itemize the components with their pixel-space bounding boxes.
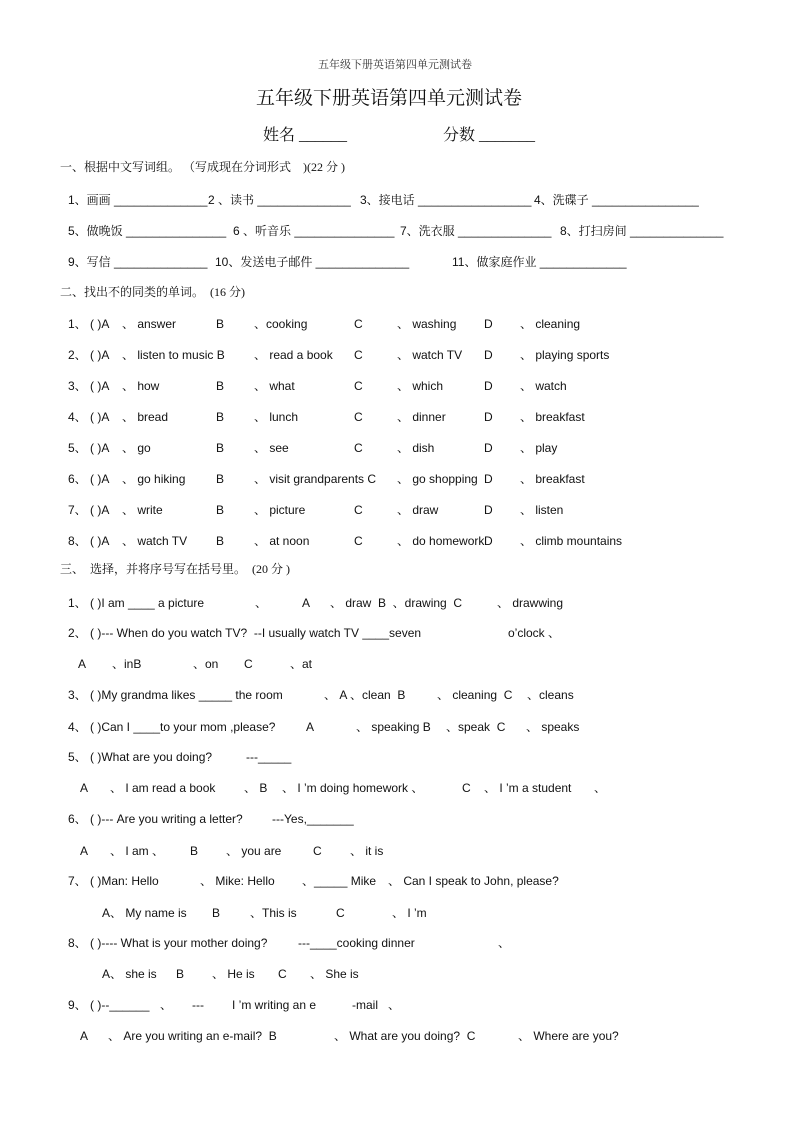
q2-stem-end: o’clock 、 (508, 626, 561, 640)
s2-row4-opt-d-text: 、 breakfast (520, 410, 585, 424)
s2-row1-opt-c: C (354, 317, 363, 331)
q6-opt-b: B (190, 844, 199, 858)
s2-row7-num: 7、 ( )A (68, 503, 110, 517)
q7-mike-hello: 、 Mike: Hello (200, 874, 275, 888)
q7-stem-end: 、 Can I speak to John, please? (388, 874, 559, 888)
q1-opt-a: A (302, 596, 311, 610)
q6-answer-blank: ---Yes,_______ (272, 812, 354, 826)
s2-row7-opt-b: B (216, 503, 225, 517)
q5-opt-a: A (80, 781, 89, 795)
q7-blank-mike: 、_____ Mike (302, 874, 377, 888)
s2-row6-opt-c-text: 、 go shopping (397, 472, 478, 486)
q9-stem: 9、 ( )--______ (68, 998, 150, 1012)
q3-stem: 3、 ( )My grandma likes _____ the room (68, 688, 283, 702)
s2-row3-opt-c: C (354, 379, 363, 393)
s2-row7-opt-d: D (484, 503, 493, 517)
q3-opt-c-text: 、cleans (527, 688, 574, 702)
s2-row3-opt-b-text: 、 what (254, 379, 295, 393)
s2-row7-opt-b-text: 、 picture (254, 503, 306, 517)
q7-stem: 7、 ( )Man: Hello (68, 874, 159, 888)
s2-row2-opt-c: C (354, 348, 363, 362)
s1-item-8: 8、打扫房间 ______________ (560, 224, 724, 238)
q2-opt-a: A (78, 657, 87, 671)
q6-opt-c: C (313, 844, 322, 858)
s2-row8-opt-a-text: 、 watch TV (122, 534, 188, 548)
s1-item-3: 3、接电话 _________________ (360, 193, 532, 207)
s1-item-10: 10、发送电子邮件 ______________ (215, 255, 410, 269)
s2-row5-opt-c: C (354, 441, 363, 455)
s2-row1-opt-d-text: 、 cleaning (520, 317, 581, 331)
s2-row6-opt-d-text: 、 breakfast (520, 472, 585, 486)
s2-row7-opt-c: C (354, 503, 363, 517)
q7-opt-c-text: 、 I ’m (392, 906, 427, 920)
q6-opt-c-text: 、 it is (350, 844, 384, 858)
q5-tail: 、 (594, 781, 607, 795)
q8-opt-b: B (176, 967, 185, 981)
q6-opt-b-text: 、 you are (226, 844, 282, 858)
s2-row1-opt-b: B (216, 317, 225, 331)
s2-row7-opt-a-text: 、 write (122, 503, 163, 517)
s2-row1-opt-d: D (484, 317, 493, 331)
q5-opt-a-text: 、 I am read a book (110, 781, 216, 795)
s1-item-1: 1、画画 ______________ (68, 193, 208, 207)
score-field-label: 分数 _______ (443, 127, 536, 144)
q9-sep: 、 (160, 998, 173, 1012)
q4-opt-b-text: 、speak C (446, 720, 506, 734)
s2-row7-opt-c-text: 、 draw (397, 503, 439, 517)
q9-reply-end: -mail (352, 998, 378, 1012)
s2-row3-opt-b: B (216, 379, 225, 393)
q3-opts-bc: 、 cleaning C (437, 688, 513, 702)
q4-opt-a: A (306, 720, 315, 734)
running-header: 五年级下册英语第四单元测试卷 (318, 59, 472, 71)
q8-opt-c-text: 、 She is (310, 967, 359, 981)
q8-opt-a: A、 she is (102, 967, 157, 981)
s2-row5-opt-b-text: 、 see (254, 441, 289, 455)
q9-opt-a-text: 、 Are you writing an e-mail? B (108, 1029, 277, 1043)
name-field-label: 姓名 ______ (263, 127, 348, 144)
q8-opt-c: C (278, 967, 287, 981)
s2-row4-opt-c: C (354, 410, 363, 424)
q5-stem: 5、 ( )What are you doing? (68, 750, 213, 764)
s2-row2-opt-c-text: 、 watch TV (397, 348, 463, 362)
s1-item-2: 2 、读书 ______________ (208, 193, 351, 207)
q9-opt-a: A (80, 1029, 89, 1043)
s2-row8-num: 8、 ( )A (68, 534, 110, 548)
s2-row2-opt-b-text: 、 read a book (254, 348, 333, 362)
q2-opt-b-text: 、on (193, 657, 219, 671)
s2-row4-opt-b: B (216, 410, 225, 424)
q9-opt-b-text: 、 What are you doing? C (334, 1029, 476, 1043)
q2-opt-a-text: 、inB (112, 657, 142, 671)
s2-row4-opt-a-text: 、 bread (122, 410, 169, 424)
q5-opt-b-text: 、 I ’m doing homework 、 (282, 781, 424, 795)
q4-opt-c-text: 、 speaks (526, 720, 580, 734)
q1-opt-c-text: 、 drawwing (497, 596, 564, 610)
s2-row3-opt-a-text: 、 how (122, 379, 160, 393)
q5-opt-b: 、 B (244, 781, 268, 795)
s2-row6-opt-b: B (216, 472, 225, 486)
s2-row2-opt-d-text: 、 playing sports (520, 348, 610, 362)
s2-row3-opt-c-text: 、 which (397, 379, 444, 393)
s2-row5-opt-b: B (216, 441, 225, 455)
s2-row8-opt-b: B (216, 534, 225, 548)
s1-item-5: 5、做晚饭 _______________ (68, 224, 227, 238)
q5-opt-c-text: 、 I ’m a student (484, 781, 572, 795)
q9-dash: --- (192, 998, 204, 1012)
s2-row4-opt-d: D (484, 410, 493, 424)
s2-row4-opt-b-text: 、 lunch (254, 410, 299, 424)
q1-stem: 1、 ( )I am ____ a picture (68, 596, 205, 610)
q9-tail: 、 (388, 998, 401, 1012)
q2-opt-c-text: 、at (290, 657, 313, 671)
s1-item-7: 7、洗衣服 ______________ (400, 224, 552, 238)
s2-row1-opt-a-text: 、 answer (122, 317, 177, 331)
s2-row2-opt-d: D (484, 348, 493, 362)
q3-opts-ab: 、 A 、clean B (324, 688, 406, 702)
q6-stem: 6、 ( )--- Are you writing a letter? (68, 812, 243, 826)
s2-row3-num: 3、 ( )A (68, 379, 110, 393)
q9-reply: I ’m writing an e (232, 998, 317, 1012)
s1-item-4: 4、洗碟子 ________________ (534, 193, 699, 207)
s2-row2-opt-a-text: 、 listen to music B (122, 348, 225, 362)
q5-answer-blank: ---_____ (246, 750, 292, 764)
s2-row5-num: 5、 ( )A (68, 441, 110, 455)
q7-opt-b-text: 、This is (250, 906, 297, 920)
s2-row6-opt-a-text: 、 go hiking (122, 472, 186, 486)
section3-heading: 三、 选择，并将序号写在括号里。 (20 分 ) (60, 562, 290, 576)
s2-row4-opt-c-text: 、 dinner (397, 410, 446, 424)
s2-row5-opt-d: D (484, 441, 493, 455)
s2-row6-num: 6、 ( )A (68, 472, 110, 486)
s2-row8-opt-c-text: 、 do homework (397, 534, 485, 548)
section2-heading: 二、找出不的同类的单词。 (16 分) (60, 285, 245, 299)
q8-opt-b-text: 、 He is (212, 967, 255, 981)
q4-opt-a-text: 、 speaking B (356, 720, 431, 734)
s2-row3-opt-d-text: 、 watch (520, 379, 567, 393)
q6-opt-a: A (80, 844, 89, 858)
q1-opts-bc: 、 draw B 、drawing C (330, 596, 463, 610)
s2-row8-opt-c: C (354, 534, 363, 548)
s2-row1-num: 1、 ( )A (68, 317, 110, 331)
q8-stem: 8、 ( )---- What is your mother doing? (68, 936, 268, 950)
s2-row8-opt-d-text: 、 climb mountains (520, 534, 623, 548)
s2-row5-opt-c-text: 、 dish (397, 441, 435, 455)
q8-answer: ---____cooking dinner (298, 936, 415, 950)
s1-item-6: 6 、听音乐 _______________ (233, 224, 395, 238)
s2-row8-opt-d: D (484, 534, 493, 548)
q1-sep: 、 (255, 596, 268, 610)
q2-stem: 2、 ( )--- When do you watch TV? --I usually watch TV ____seven (68, 626, 422, 640)
s2-row7-opt-d-text: 、 listen (520, 503, 564, 517)
q4-stem: 4、 ( )Can I ____to your mom ,please? (68, 720, 276, 734)
s2-row5-opt-d-text: 、 play (520, 441, 558, 455)
q7-opt-b: B (212, 906, 221, 920)
s2-row2-num: 2、 ( )A (68, 348, 110, 362)
page-title: 五年级下册英语第四单元测试卷 (256, 88, 523, 109)
s2-row4-num: 4、 ( )A (68, 410, 110, 424)
q8-tail: 、 (498, 936, 511, 950)
s1-item-11: 11、做家庭作业 _____________ (452, 255, 627, 269)
q9-opt-c-text: 、 Where are you? (518, 1029, 619, 1043)
s2-row1-opt-b-text: 、cooking (254, 317, 308, 331)
s2-row8-opt-b-text: 、 at noon (254, 534, 310, 548)
s2-row6-opt-b-text: 、 visit grandparents C (254, 472, 377, 486)
s2-row6-opt-d: D (484, 472, 493, 486)
s2-row5-opt-a-text: 、 go (122, 441, 151, 455)
q6-opt-a-text: 、 I am 、 (110, 844, 165, 858)
q7-opt-a: A、 My name is (102, 906, 187, 920)
q7-opt-c: C (336, 906, 345, 920)
s2-row3-opt-d: D (484, 379, 493, 393)
section1-heading: 一、根据中文写词组。 （写成现在分词形式 )(22 分 ) (60, 160, 345, 174)
q2-opt-c: C (244, 657, 253, 671)
q5-opt-c: C (462, 781, 471, 795)
s2-row1-opt-c-text: 、 washing (397, 317, 457, 331)
s1-item-9: 9、写信 ______________ (68, 255, 208, 269)
